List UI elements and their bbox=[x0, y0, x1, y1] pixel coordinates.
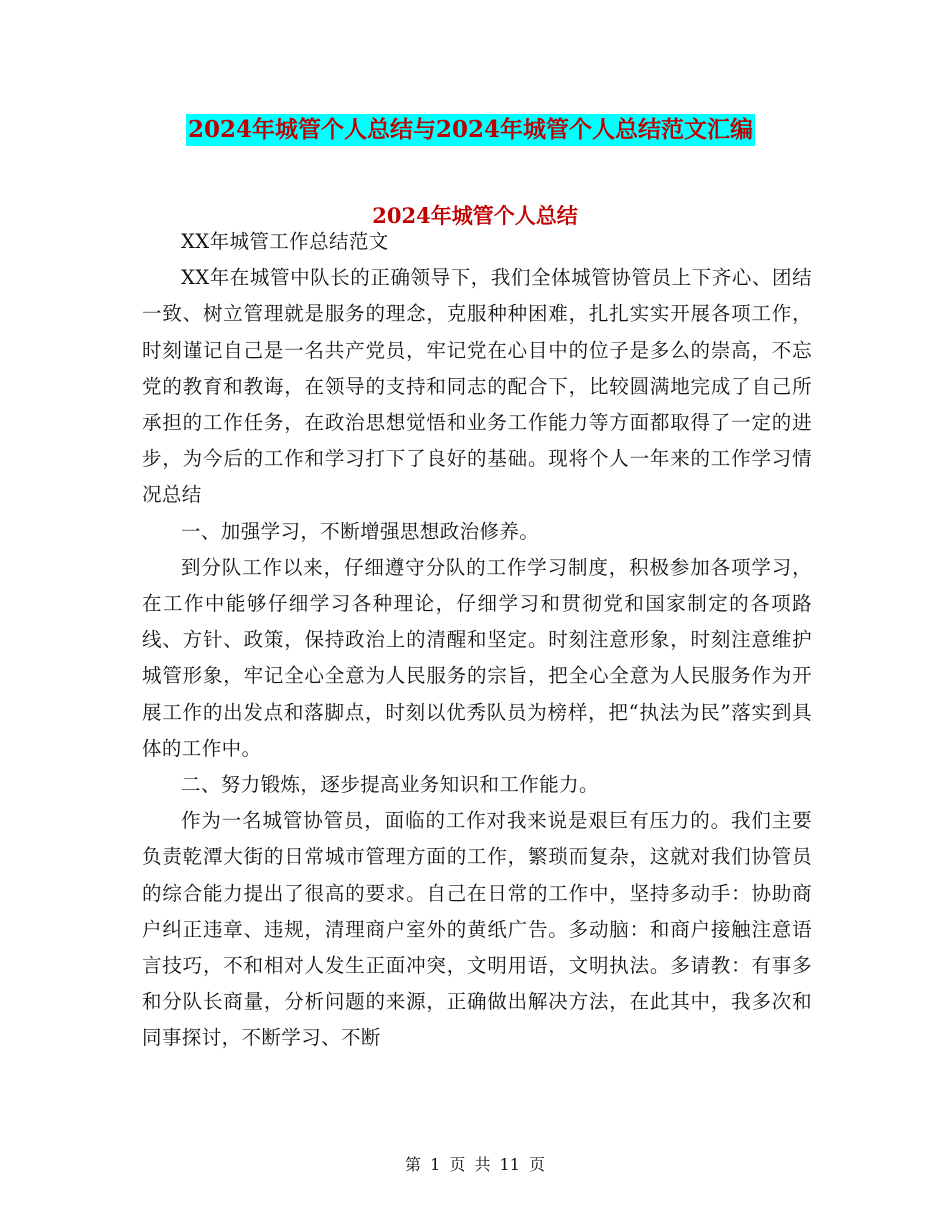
page-footer: 第 1 页 共 11 页 bbox=[405, 1155, 545, 1174]
paragraph: 作为一名城管协管员，面临的工作对我来说是艰巨有压力的。我们主要负责乾潭大街的日常城市管理方面的工作，繁琐而复杂，这就对我们协管员的综合能力提出了很高的要求。自己在日常的工作中，坚持多动手：协助商户纠正违章、违规，清理商户室外的黄纸广告。多动脑：和商户接触注意语言技巧，不和相对人发生正面冲突，文明用语，文明执法。多请教：有事多和分队长商量，分析问题的来源，正确做出解决方法，在此其中，我多次和同事探讨，不断学习、不断 bbox=[142, 809, 812, 1050]
paragraph-heading: 二、努力锻炼，逐步提高业务知识和工作能力。 bbox=[181, 773, 599, 797]
paragraph: 到分队工作以来，仔细遵守分队的工作学习制度，积极参加各项学习，在工作中能够仔细学习各种理论，仔细学习和贯彻党和国家制定的各项路线、方针、政策，保持政治上的清醒和坚定。时刻注意形象，时刻注意维护城管形象，牢记全心全意为人民服务的宗旨，把全心全意为人民服务作为开展工作的出发点和落脚点，时刻以优秀队员为榜样，把“执法为民”落实到具体的工作中。 bbox=[142, 555, 812, 760]
document-body bbox=[142, 224, 812, 1057]
paragraph: XX年在城管中队长的正确领导下，我们全体城管协管员上下齐心、团结一致、树立管理就是服务的理念，克服种种困难，扎扎实实开展各项工作，时刻谨记自己是一名共产党员，牢记党在心目中的位子是多么的崇高，不忘党的教育和教诲，在领导的支持和同志的配合下，比较圆满地完成了自己所承担的工作任务，在政治思想觉悟和业务工作能力等方面都取得了一定的进步，为今后的工作和学习打下了良好的基础。现将个人一年来的工作学习情况总结 bbox=[142, 266, 812, 507]
paragraph: XX年城管工作总结范文 bbox=[181, 230, 389, 253]
document-title: 2024年城管个人总结与2024年城管个人总结范文汇编 bbox=[186, 114, 755, 146]
paragraph-heading: 一、加强学习，不断增强思想政治修养。 bbox=[181, 519, 540, 543]
section-title: 2024年城管个人总结 bbox=[372, 203, 578, 228]
